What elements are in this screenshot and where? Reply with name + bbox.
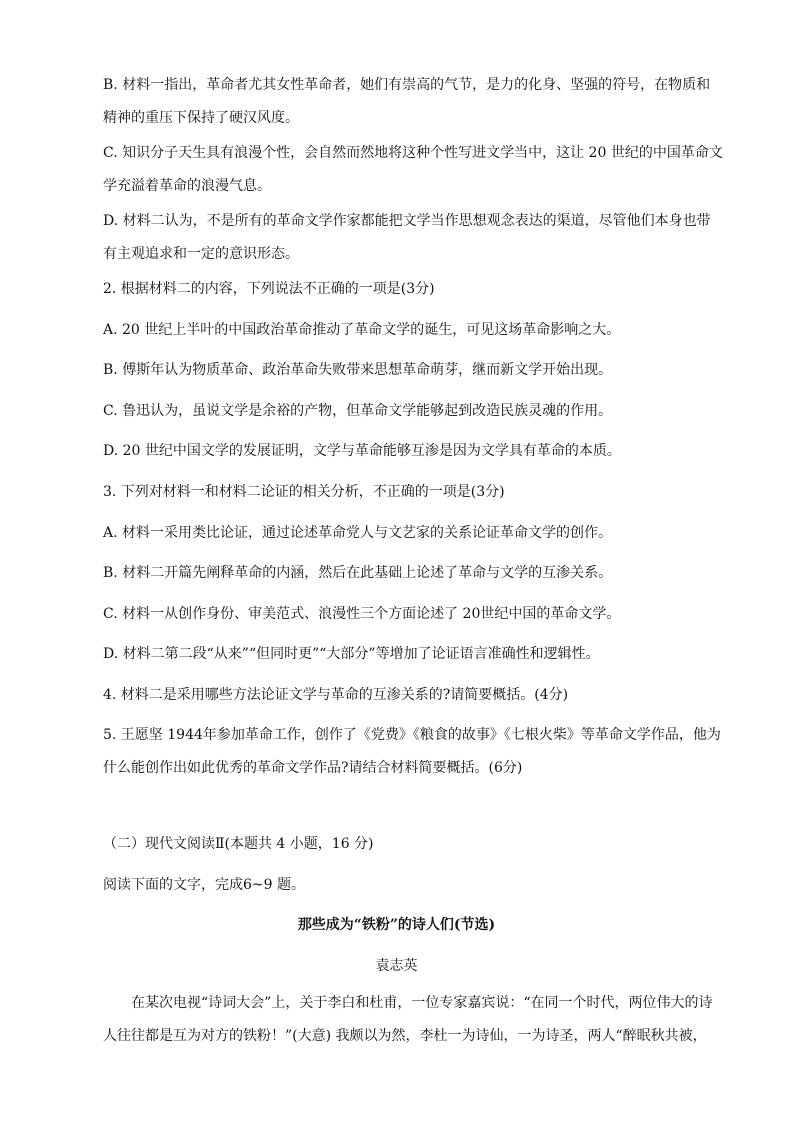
q2-option-a: A. 20 世纪上半叶的中国政治革命推动了革命文学的诞生，可见这场革命影响之大。 xyxy=(103,322,621,338)
q2-option-d: D. 20 世纪中国文学的发展证明，文学与革命能够互渗是因为文学具有革命的本质。 xyxy=(103,443,621,459)
section-2-header: （二）现代文阅读Ⅱ(本题共 4 小题，16 分) xyxy=(103,836,374,852)
q3-option-c: C. 材料一从创作身份、审美范式、浪漫性三个方面论述了 20世纪中国的革命文学。 xyxy=(103,606,621,622)
q3-stem: 3. 下列对材料一和材料二论证的相关分析，不正确的一项是(3分) xyxy=(103,484,505,500)
q2-option-c: C. 鲁迅认为，虽说文学是余裕的产物，但革命文学能够起到改造民族灵魂的作用。 xyxy=(103,403,613,419)
q3-option-b: B. 材料二开篇先阐释革命的内涵，然后在此基础上论述了革命与文学的互渗关系。 xyxy=(103,565,613,581)
q1-option-d: D. 材料二认为，不是所有的革命文学作家都能把文学当作思想观念表达的渠道，尽管他们本身也带有主观追求和一定的意识形态。 xyxy=(103,213,711,262)
q3-option-a: A. 材料一采用类比论证，通过论述革命党人与文艺家的关系论证革命文学的创作。 xyxy=(103,525,613,541)
q1-option-b: B. 材料一指出，革命者尤其女性革命者，她们有崇高的气节，是力的化身、坚强的符号，在物质和精神的重压下保持了硬汉风度。 xyxy=(103,77,711,126)
section-2-instruction: 阅读下面的文字，完成6~9 题。 xyxy=(103,877,305,893)
q5-stem: 5. 王愿坚 1944年参加革命工作，创作了《党费》《粮食的故事》《七根火柴》等革命文学作品，他为什么能创作出如此优秀的革命文学作品?请结合材料简要概括。(6分) xyxy=(103,727,721,776)
q2-option-b: B. 傅斯年认为物质革命、政治革命失败带来思想革命萌芽，继而新文学开始出现。 xyxy=(103,362,613,378)
q4-stem: 4. 材料二是采用哪些方法论证文学与革命的互渗关系的?请简要概括。(4分) xyxy=(103,687,569,703)
article-author: 袁志英 xyxy=(375,958,418,974)
article-body: 在某次电视“诗词大会”上，关于李白和杜甫，一位专家嘉宾说：“在同一个时代，两位伟大的诗人往往都是互为对方的铁粉！”(大意) 我颇以为然，李杜一为诗仙，一为诗圣，两人“醉眠秋共被， xyxy=(103,995,713,1044)
article-title: 那些成为“铁粉”的诗人们(节选) xyxy=(297,917,496,933)
q2-stem: 2. 根据材料二的内容，下列说法不正确的一项是(3分) xyxy=(103,281,435,297)
q1-option-c: C. 知识分子天生具有浪漫个性，会自然而然地将这种个性写进文学当中，这让 20 世纪的中国革命文学充溢着革命的浪漫气息。 xyxy=(103,145,723,194)
q3-option-d: D. 材料二第二段“从来”“但同时更”“大部分”等增加了论证语言准确性和逻辑性。 xyxy=(103,646,600,662)
